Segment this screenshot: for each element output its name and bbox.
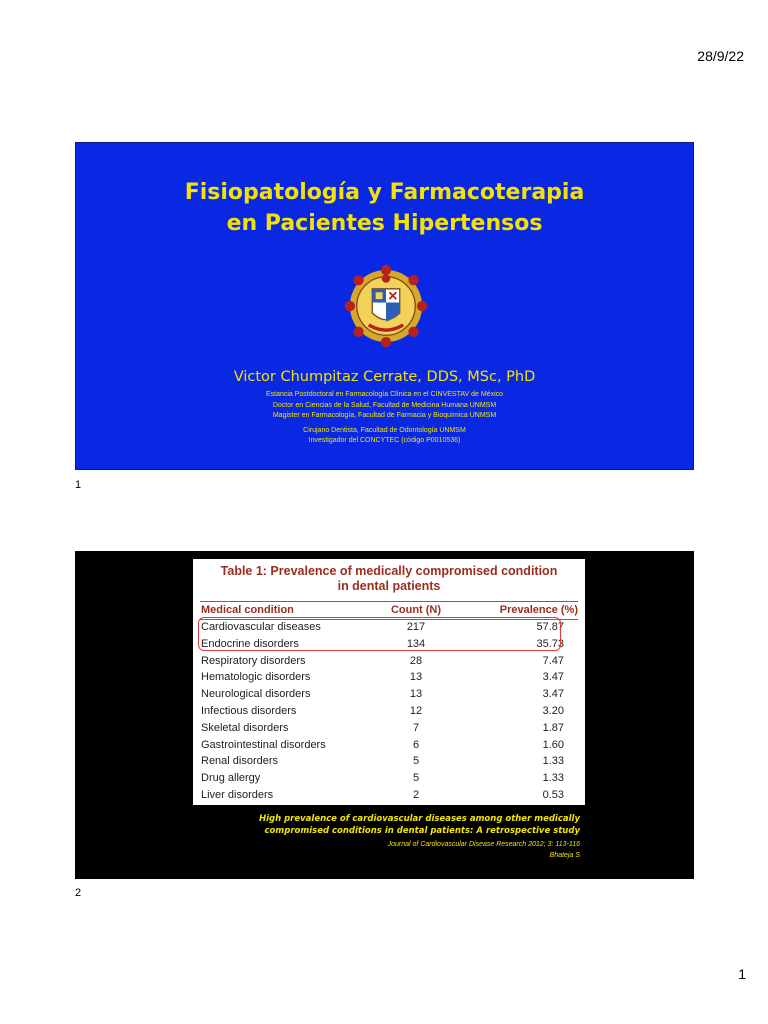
table-row [200,755,578,772]
row-prevalence: 1.60 [542,738,564,751]
highlight-box [198,617,561,651]
table-top-rule [200,601,578,602]
slide-number-1: 1 [75,479,82,491]
row-count: 217 [406,621,426,633]
row-prevalence: 35.73 [536,637,564,650]
row-prevalence: 3.20 [542,705,564,717]
row-count: 13 [409,688,423,701]
table-row [200,739,578,756]
slide-title-line-1: Fisiopatología y Farmacoterapia [184,180,585,205]
credential-line: Cirujano Dentista, Facultad de Odontología UNMSM [303,426,466,434]
row-condition: Hematologic disorders [201,671,311,684]
row-condition: Endocrine disorders [201,637,299,650]
credential-line: Estancia Postdoctoral en Farmacología Clínica en el CINVESTAV de México [265,391,504,398]
credential-line: Investigador del CONCYTEC (código P0010536) [308,437,461,444]
row-condition: Liver disorders [201,789,274,801]
table-row [200,688,578,705]
table-row [200,722,578,739]
header-count: Count (N) [390,604,442,616]
row-count: 7 [412,721,420,734]
header-medical-condition: Medical condition [201,604,294,616]
caption-line-2: compromised conditions in dental patients: A retrospective study [264,826,580,836]
table-row [200,789,578,806]
table-row [200,655,578,672]
slide-title-line-2: en Pacientes Hipertensos [226,211,543,236]
journal-name: Journal of Cardiovascular Disease Research 2012; 3: 113-116 [387,841,580,848]
row-count: 12 [409,705,423,717]
row-condition: Renal disorders [201,755,279,768]
credential-line: Magister en Farmacología, Facultad de Farmacia y Bioquímica UNMSM [272,412,497,419]
row-prevalence: 7.47 [542,654,564,667]
row-condition: Cardiovascular diseases [201,621,321,633]
row-condition: Respiratory disorders [201,654,306,667]
journal-citation [388,839,580,861]
slide-number-2: 2 [75,887,82,899]
table-row [200,772,578,789]
row-prevalence: 1.33 [542,755,564,768]
row-count: 5 [412,772,420,785]
row-condition: Neurological disorders [201,688,311,701]
university-seal-icon [343,263,429,349]
table-title-line-2: in dental patients [337,579,441,593]
credential-line: Doctor en Ciencias de la Salud, Facultad de Medicina Humana UNMSM [272,401,497,409]
row-condition: Drug allergy [201,772,261,785]
row-count: 28 [409,654,423,667]
header-prevalence: Prevalence (%) [499,604,578,616]
slide-title [76,177,693,239]
author-credentials [76,390,693,447]
row-prevalence: 1.33 [542,772,564,785]
table-row [200,671,578,688]
table-row [200,705,578,722]
row-count: 13 [409,671,423,684]
row-count: 2 [412,789,420,801]
row-condition: Skeletal disorders [201,721,289,734]
row-count: 134 [406,637,426,650]
study-caption [259,813,580,837]
page-date: 28/9/22 [697,48,744,64]
row-prevalence: 3.47 [542,671,564,684]
page-number: 1 [738,966,746,982]
row-prevalence: 0.53 [542,789,564,801]
table-title-line-1: Table 1: Prevalence of medically compromised condition [220,564,558,578]
slide-2 [75,551,694,879]
author-name: Victor Chumpitaz Cerrate, DDS, MSc, PhD [233,369,536,385]
caption-line-1: High prevalence of cardiovascular diseases among other medically [258,814,580,824]
row-count: 6 [412,738,420,751]
row-count: 5 [412,755,420,768]
row-prevalence: 57.87 [536,621,564,633]
row-prevalence: 3.47 [542,688,564,701]
row-condition: Infectious disorders [201,705,297,717]
row-condition: Gastrointestinal disorders [201,738,326,751]
prevalence-table [193,559,585,805]
citation-author: Bhateja S [549,852,580,859]
row-prevalence: 1.87 [542,721,564,734]
table-title [193,564,585,594]
slide-1 [75,142,694,470]
